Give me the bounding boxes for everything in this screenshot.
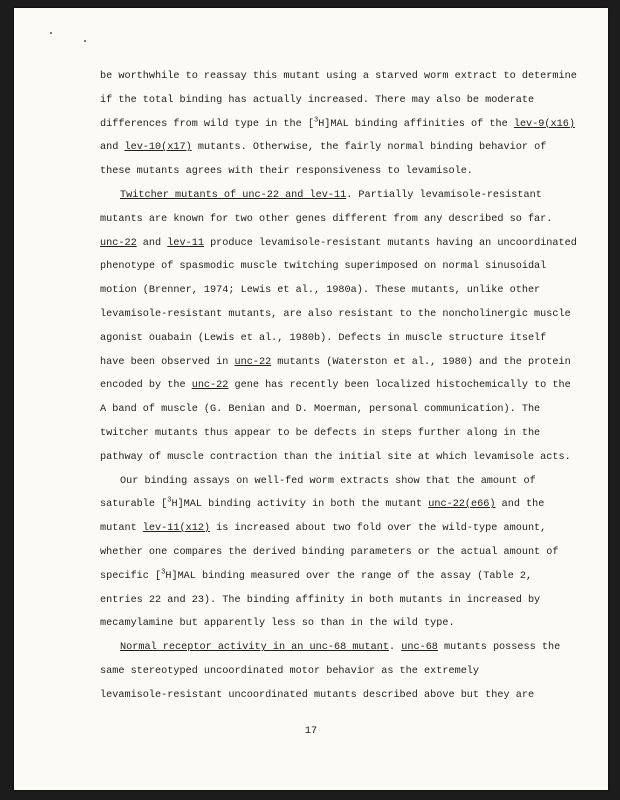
text-line (100, 446, 580, 470)
text-segment: and (136, 237, 168, 249)
text-segment: saturable [ (100, 499, 168, 511)
text-segment: Our binding assays on well-fed worm extracts show that the amount of (120, 475, 536, 487)
superscript: 3 (313, 116, 319, 125)
text-segment: same stereotyped uncoordinated motor behavior as the extremely (100, 665, 480, 677)
underlined-term: Twitcher mutants of unc-22 and lev-11 (120, 189, 347, 201)
text-segment: encoded by the (100, 380, 192, 392)
text-segment: and the (495, 499, 545, 511)
text-line (100, 589, 580, 613)
underlined-term: unc-68 (401, 642, 438, 654)
underlined-term: unc-22 (234, 356, 272, 368)
text-segment: if the total binding has actually increased. There may also be moderate (100, 94, 535, 106)
text-line (100, 327, 580, 351)
text-line (100, 184, 580, 208)
text-segment: mutants. Otherwise, the fairly normal binding behavior of (191, 142, 547, 154)
underlined-term: lev-10(x17) (124, 142, 192, 154)
text-segment: is increased about two fold over the wild-type amount, (210, 523, 547, 535)
text-segment: differences from wild type in the [ (100, 118, 314, 130)
text-segment: mutants (Waterston et al., 1980) and the protein (271, 356, 571, 368)
text-line (100, 303, 580, 327)
underlined-term: unc-22 (100, 237, 137, 249)
text-line (100, 565, 580, 589)
text-segment: mutants are known for two other genes different from any described so far. (100, 213, 553, 225)
text-segment: levamisole-resistant mutants, are also resistant to the noncholinergic muscle (100, 308, 571, 320)
text-segment: agonist ouabain (Lewis et al., 1980b). Defects in muscle structure itself (100, 332, 547, 344)
text-line (100, 636, 580, 660)
text-line (100, 517, 580, 541)
text-segment: produce levamisole-resistant mutants having an uncoordinated (203, 237, 577, 249)
text-line (100, 422, 580, 446)
text-segment: mecamylamine but apparently less so than in the wild type. (100, 618, 455, 630)
text-line (100, 470, 580, 494)
text-segment: specific [ (100, 570, 162, 582)
text-line (100, 684, 580, 708)
speck-mark (84, 40, 86, 42)
text-line (100, 398, 580, 422)
text-segment: H]MAL binding measured over the range of the assay (Table 2, (165, 570, 533, 582)
text-line (100, 612, 580, 636)
text-segment: . Partially levamisole-resistant (346, 189, 542, 201)
text-segment: . (389, 642, 402, 654)
text-segment: gene has recently been localized histochemically to the (228, 380, 571, 392)
text-segment: entries 22 and 23). The binding affinity in both mutants in increased by (100, 594, 541, 606)
text-segment: motion (Brenner, 1974; Lewis et al., 1980a). These mutants, unlike other (100, 285, 541, 297)
text-segment: A band of muscle (G. Benian and D. Moerman, personal communication). The (100, 404, 541, 416)
underlined-term: unc-22 (191, 380, 229, 392)
text-segment: be worthwhile to reassay this mutant using a starved worm extract to determine (100, 71, 577, 82)
speck-mark (50, 32, 52, 34)
text-segment: levamisole-resistant uncoordinated mutants described above but they are (100, 689, 535, 701)
text-segment: mutants possess the (437, 642, 561, 654)
text-segment: and (100, 142, 125, 154)
text-line (100, 351, 580, 375)
text-line (100, 232, 580, 256)
text-line (100, 660, 580, 684)
text-segment: H]MAL binding activity in both the mutant (171, 499, 429, 511)
document-page (14, 8, 608, 790)
underlined-term: Normal receptor activity in an unc-68 mutant (120, 642, 389, 654)
text-segment: twitcher mutants thus appear to be defects in steps further along in the (100, 427, 541, 439)
text-segment: H]MAL binding affinities of the (318, 118, 514, 130)
underlined-term: unc-22(e66) (428, 499, 496, 511)
text-line (100, 65, 580, 89)
superscript: 3 (167, 496, 172, 505)
text-segment: pathway of muscle contraction than the initial site at which levamisole acts. (100, 451, 571, 463)
text-segment: mutant (100, 523, 143, 535)
underlined-term: lev-9(x16) (513, 118, 575, 130)
superscript: 3 (161, 568, 166, 577)
page-number: 17 (304, 726, 318, 737)
text-line (100, 255, 580, 279)
underlined-term: lev-11 (167, 237, 204, 249)
text-segment: these mutants agrees with their responsiveness to levamisole. (100, 166, 473, 178)
text-line (100, 89, 580, 113)
underlined-term: lev-11(x12) (142, 523, 211, 535)
text-line (100, 113, 580, 137)
body-text (100, 65, 580, 708)
text-line (100, 279, 580, 303)
text-line (100, 493, 580, 517)
text-segment: phenotype of spasmodic muscle twitching superimposed on normal sinusoidal (100, 261, 547, 273)
text-segment: whether one compares the derived binding parameters or the actual amount of (100, 546, 559, 558)
text-line (100, 160, 580, 184)
text-line (100, 541, 580, 565)
text-line (100, 136, 580, 160)
text-line (100, 374, 580, 398)
text-segment: have been observed in (100, 356, 235, 368)
text-line (100, 208, 580, 232)
